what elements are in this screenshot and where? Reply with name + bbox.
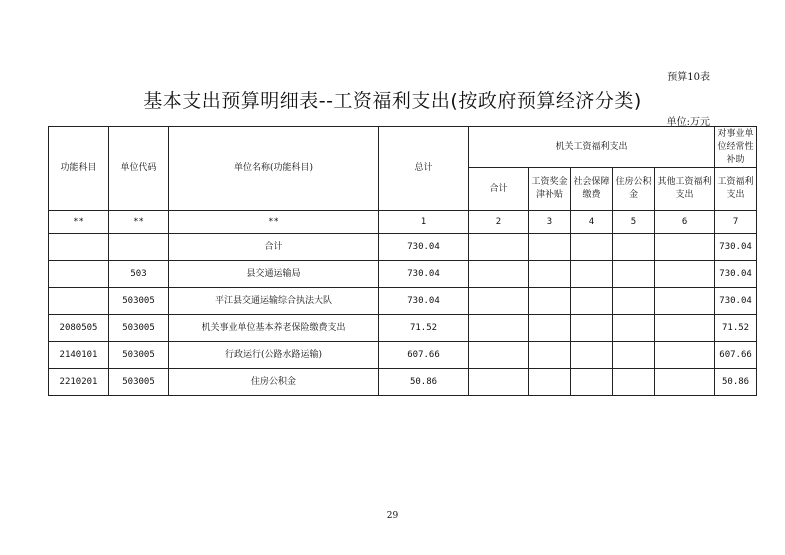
index-cell: 3 (529, 211, 571, 234)
cell-unit-code: 503005 (109, 288, 169, 315)
cell-unit-name: 平江县交通运输综合执法大队 (169, 288, 379, 315)
cell-wage-bonus (529, 342, 571, 369)
index-cell: ** (169, 211, 379, 234)
cell-unit-name: 县交通运输局 (169, 261, 379, 288)
cell-func-subject: 2140101 (49, 342, 109, 369)
cell-unit-code: 503005 (109, 315, 169, 342)
cell-social-security (571, 315, 613, 342)
index-cell: 6 (655, 211, 715, 234)
cell-other-welfare (655, 288, 715, 315)
cell-other-welfare (655, 369, 715, 396)
header-subsidy-group: 对事业单位经常性补助 (715, 127, 757, 168)
cell-sub-total (469, 261, 529, 288)
cell-housing-fund (613, 369, 655, 396)
table-row (49, 261, 757, 288)
index-cell: 2 (469, 211, 529, 234)
header-sub-total: 合计 (469, 168, 529, 211)
header-wage-bonus: 工资奖金津补贴 (529, 168, 571, 211)
cell-total: 71.52 (379, 315, 469, 342)
header-other-welfare: 其他工资福利支出 (655, 168, 715, 211)
cell-unit-name: 机关事业单位基本养老保险缴费支出 (169, 315, 379, 342)
cell-sub-total (469, 342, 529, 369)
cell-sub-total (469, 315, 529, 342)
cell-subsidy-salary: 730.04 (715, 261, 757, 288)
cell-social-security (571, 288, 613, 315)
index-cell: 5 (613, 211, 655, 234)
index-row (49, 211, 757, 234)
cell-total: 50.86 (379, 369, 469, 396)
cell-sub-total (469, 288, 529, 315)
cell-housing-fund (613, 288, 655, 315)
cell-subsidy-salary: 607.66 (715, 342, 757, 369)
header-unit-code: 单位代码 (109, 127, 169, 211)
cell-housing-fund (613, 261, 655, 288)
table-row (49, 315, 757, 342)
cell-social-security (571, 342, 613, 369)
unit-label: 单位:万元 (666, 117, 710, 128)
cell-subsidy-salary: 50.86 (715, 369, 757, 396)
cell-unit-code: 503005 (109, 369, 169, 396)
cell-housing-fund (613, 234, 655, 261)
header-housing-fund: 住房公积金 (613, 168, 655, 211)
cell-total: 730.04 (379, 288, 469, 315)
cell-other-welfare (655, 342, 715, 369)
page-number: 29 (386, 511, 399, 521)
cell-total: 730.04 (379, 234, 469, 261)
cell-func-subject (49, 261, 109, 288)
cell-func-subject (49, 288, 109, 315)
cell-total: 607.66 (379, 342, 469, 369)
cell-social-security (571, 369, 613, 396)
cell-wage-bonus (529, 234, 571, 261)
cell-unit-name: 合计 (169, 234, 379, 261)
budget-table (48, 126, 757, 396)
table-number: 预算10表 (667, 72, 710, 83)
table-row (49, 369, 757, 396)
header-social-security: 社会保障缴费 (571, 168, 613, 211)
index-cell: ** (49, 211, 109, 234)
cell-subsidy-salary: 730.04 (715, 234, 757, 261)
cell-wage-bonus (529, 315, 571, 342)
cell-unit-name: 住房公积金 (169, 369, 379, 396)
cell-other-welfare (655, 315, 715, 342)
cell-other-welfare (655, 261, 715, 288)
cell-func-subject (49, 234, 109, 261)
cell-subsidy-salary: 71.52 (715, 315, 757, 342)
table-row (49, 342, 757, 369)
cell-func-subject: 2080505 (49, 315, 109, 342)
cell-wage-bonus (529, 288, 571, 315)
page-title: 基本支出预算明细表--工资福利支出(按政府预算经济分类) (143, 90, 642, 112)
cell-wage-bonus (529, 369, 571, 396)
header-subsidy-salary: 工资福利支出 (715, 168, 757, 211)
cell-wage-bonus (529, 261, 571, 288)
header-unit-name: 单位名称(功能科目) (169, 127, 379, 211)
header-total: 总计 (379, 127, 469, 211)
index-cell: 4 (571, 211, 613, 234)
cell-sub-total (469, 369, 529, 396)
cell-unit-code: 503005 (109, 342, 169, 369)
index-cell: 1 (379, 211, 469, 234)
cell-unit-code: 503 (109, 261, 169, 288)
header-func-subject: 功能科目 (49, 127, 109, 211)
index-cell: ** (109, 211, 169, 234)
cell-sub-total (469, 234, 529, 261)
header-org-salary-group: 机关工资福利支出 (469, 127, 715, 168)
cell-subsidy-salary: 730.04 (715, 288, 757, 315)
cell-housing-fund (613, 342, 655, 369)
cell-social-security (571, 234, 613, 261)
index-cell: 7 (715, 211, 757, 234)
cell-social-security (571, 261, 613, 288)
cell-housing-fund (613, 315, 655, 342)
cell-func-subject: 2210201 (49, 369, 109, 396)
cell-unit-code (109, 234, 169, 261)
cell-unit-name: 行政运行(公路水路运输) (169, 342, 379, 369)
table-row (49, 234, 757, 261)
table-row (49, 288, 757, 315)
cell-total: 730.04 (379, 261, 469, 288)
cell-other-welfare (655, 234, 715, 261)
